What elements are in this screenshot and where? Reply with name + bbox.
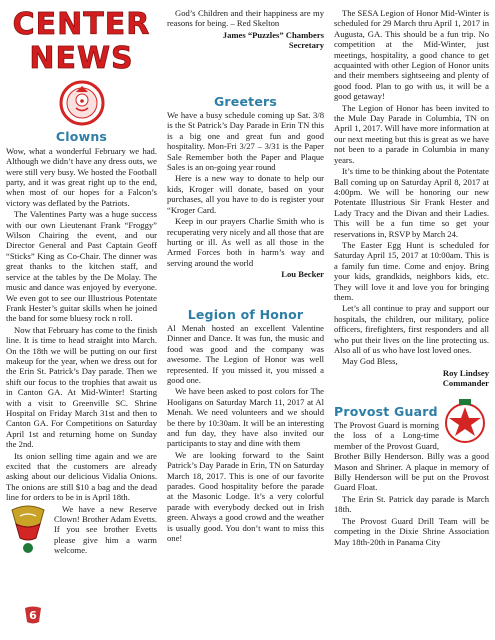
provost-badge xyxy=(443,397,487,445)
legion-paragraph: The Legion of Honor has been invited to the Mule Day Parade in Columbia, TN on April 1, 2017. Will have more information at our next meeting but this is great as we have not been to a parade in Columbia in many years. xyxy=(334,102,489,165)
legion-paragraph: Al Menah hosted an excellent Valentine Dinner and Dance. It was fun, the music and food was good and the company was awesome. The Legion of Honor was well represented. If you missed it, you missed a good one. xyxy=(167,322,324,385)
clowns-paragraph: We have a new Reserve Clown! Brother Adam Evetts. If you see brother Evetts please give him a warm welcome. xyxy=(54,503,157,556)
legion-paragraph: Let’s all continue to pray and support our hospitals, the children, our military, police officers, firefighters, first responders and all who put their lives on the line protecting us. Also all of us who have lost loved ones. xyxy=(334,303,489,355)
greeters-signature: Lou Becker xyxy=(281,269,324,280)
shrine-emblem-icon xyxy=(6,504,50,556)
page-number-text: 6 xyxy=(29,609,37,622)
clowns-paragraph: Its onion selling time again and we are excited that the customers are already asking about our delicious Vidalia Onions. The onions are still $10 a bag and the dead line for orders to be in is April 18th. xyxy=(6,450,157,503)
greeters-title: Greeters xyxy=(213,93,278,109)
intro-quote: God’s Children and their happiness are my reasons for being. – Red Skelton xyxy=(167,8,324,29)
greeters-paragraph: Keep in our prayers Charlie Smith who is recuperating very nicely and all those that are hurting or ill. As well as all those in the Armed Forces both in harm’s way and serving around the world xyxy=(167,216,324,268)
clowns-title: Clowns xyxy=(55,129,108,145)
provost-paragraph: The Erin St. Patrick day parade is March 18th. xyxy=(334,493,489,515)
masthead-line1: CENTER xyxy=(12,7,151,42)
page-number xyxy=(22,606,44,626)
legion-paragraph: The SESA Legion of Honor Mid-Winter is scheduled for 29 March thru April 1, 2017 in Augusta, GA. This should be a fun trip. No competition at the Mid-Winter, just meetings, hospitality, a good chance to get acquainted with other Legion of Honor units and their members sightseeing and plenty of good food. Plan to go with us, it will be a good getaway! xyxy=(334,8,489,102)
intro-signature-name: James “Puzzles” Chambers xyxy=(222,29,324,40)
intro-signature-title: Secretary xyxy=(288,40,324,51)
commander-title: Commander xyxy=(442,378,489,389)
greeters-paragraph: Here is a new way to donate to help our kids, Kroger will donate, based on your purchases, all you have to do is register your “Kroger Card. xyxy=(167,173,324,215)
clowns-paragraph: The Valentines Party was a huge success with our own Lieutenant Frank “Froggy” Wilson Chairing the event, and our Director General and Past Captain Geoff “Sticks” King as Co-Chair. The dinner was great thanks to the kitchen staff, and service at the tables by the De Molay. The music and dance was enjoyed by everyone. We even got to see our Illustrious Potentate Frank Hester’s guitar skills when he joined the band for some bluesy rock n roll. xyxy=(6,209,157,324)
clowns-paragraph: Wow, what a wonderful February we had. Although we didn’t have any dress outs, we were still very busy. We hosted the Football party, and it was great right up to the end, when most of our hopes for a Falcon’s victory was deflated by the Patriots. xyxy=(6,145,157,208)
commander-name: Roy Lindsey xyxy=(442,367,489,378)
closing-line: May God Bless, xyxy=(342,356,398,367)
provost-title: Provost Guard xyxy=(334,403,438,419)
provost-paragraph: The Provost Guard Drill Team will be competing in the Dixie Shrine Association May 18th-20th in Panama City xyxy=(334,515,489,547)
masthead-line2: NEWS xyxy=(29,41,134,76)
clown-emblem xyxy=(6,80,157,128)
column-middle xyxy=(167,8,324,544)
greeters-paragraph: We have a busy schedule coming up Sat. 3/8 is the St Patrick’s Day Parade in Erin TN this is a big one and great fun and good hospitality. Mon-Fri 3/27 – 3/31 is the Paper Sale Remember both the Paper and Plaque Sales is an on-going year round xyxy=(167,110,324,173)
legion-paragraph: We are looking forward to the Saint Patrick’s Day Parade in Erin, TN on Saturday March 18, 2017. This is one of our favorite parades. Good hospitality before the parade at the Masonic Lodge. It’s a very colorful parade with everybody decked out in Irish green. Always a good crowd and the weather is usually good. You don’t want to miss this one! xyxy=(167,449,324,544)
shrine-emblem-float xyxy=(6,504,50,556)
legion-title: Legion of Honor xyxy=(187,306,304,322)
clowns-paragraph: Now that February has come to the finish line. It is time to head straight into March. On the 18th we will be putting on our first makeup for the year, when we dress out for the Erin St. Patrick’s Day parade. Then we shift our focus to the trophies that await us in Canton GA. At Mid-Winter! Starting with a visit to Greenville SC. Shrine Hospital on Friday March 31st and then to Canton GA. For Competitions on Saturday April 1st and returning home on Sunday the 2nd. xyxy=(6,324,157,450)
masthead xyxy=(6,8,157,76)
clown-emblem-icon xyxy=(59,80,105,126)
legion-paragraph: We have been asked to post colors for The Hooligans on Saturday March 11, 2017 at Al Menah. We need volunteers and we should be there by 10:30am. It will be an interesting and fun day, they have also invited our participants to stay and dine with them xyxy=(167,386,324,449)
legion-paragraph: The Easter Egg Hunt is scheduled for Saturday April 15, 2017 at 10:00am. This is a family fun time. Come and enjoy. Bring your kids, grandkids, neighbors kids, etc. They will love it and love you for bringing them. xyxy=(334,239,489,302)
star-badge-icon xyxy=(443,397,487,445)
provost-paragraph: The Provost Guard is morning the loss of a Long-time member of the Provost Guard, Brother Billy Henderson. Billy was a good Mason and Shriner. A plaque in memory of Billy Henderson will be put on the Provost Guard Float. xyxy=(334,420,489,493)
column-left xyxy=(6,8,157,557)
column-right xyxy=(334,8,489,548)
legion-paragraph: It’s time to be thinking about the Potentate Ball coming up on Saturday April 8, 2017 at 4:00pm. We will be honoring our new Potentate Illustrious Sir Frank Hester and Lady Tracy and the Divan and their Ladies. This will be a fun time so get your reservations in, RSVP by March 24. xyxy=(334,166,489,239)
